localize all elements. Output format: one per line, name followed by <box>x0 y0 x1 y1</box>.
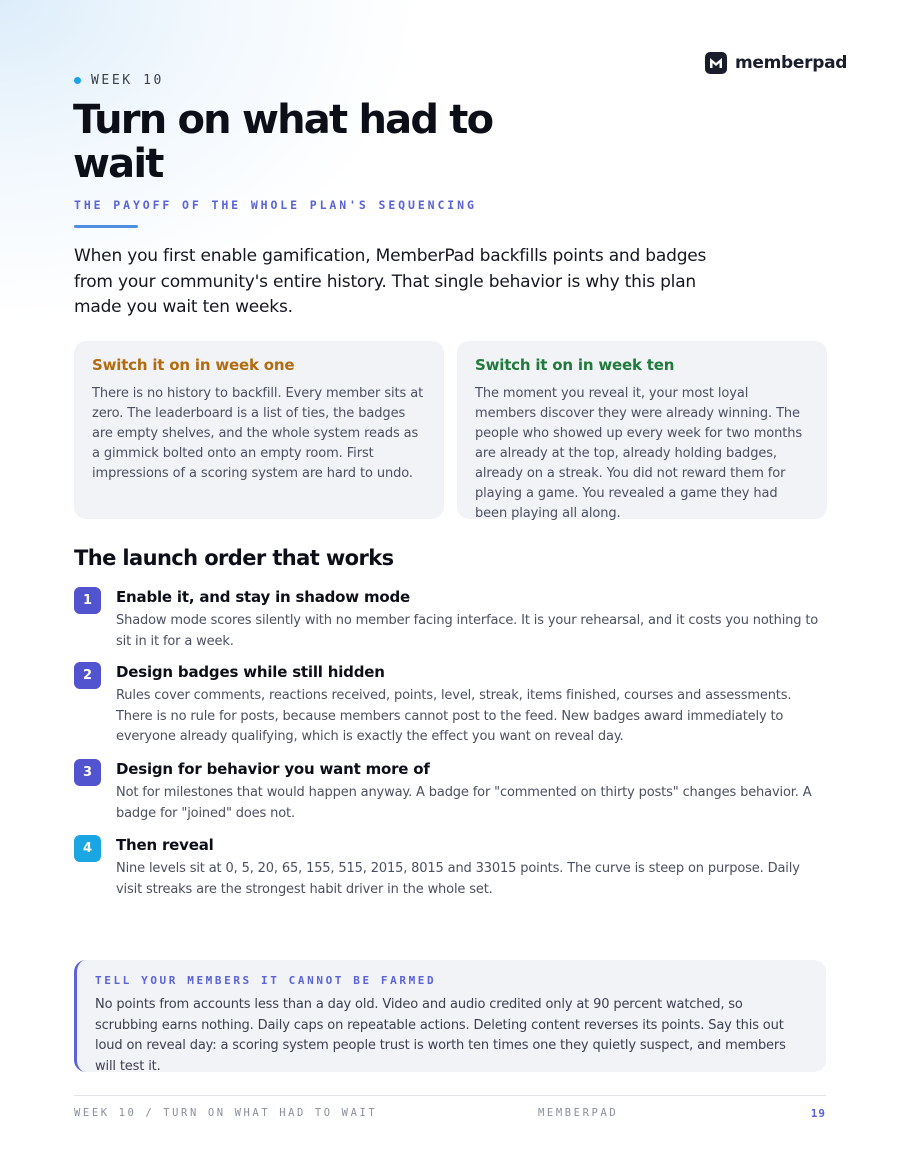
callout-body: No points from accounts less than a day old. Video and audio credited only at 90 percent watched, so scrubbing earns nothing. Daily caps on repeatable actions. Deleting content reverses its points. Say this out loud on reveal day: a scoring system people trust is worth ten times one they quietly suspect, and members will test it. <box>95 997 786 1074</box>
step-description: Not for milestones that would happen anyway. A badge for "commented on thirty posts" changes behavior. A badge for "joined" does not. <box>116 785 812 821</box>
step-title: Design badges while still hidden <box>116 663 385 681</box>
week-one-card-title: Switch it on in week one <box>92 356 295 374</box>
anti-farming-callout <box>74 960 826 1072</box>
week-ten-card-title: Switch it on in week ten <box>475 356 675 374</box>
page-subtitle: THE PAYOFF OF THE WHOLE PLAN'S SEQUENCING <box>74 198 477 212</box>
week-one-card <box>74 341 444 519</box>
step-number-badge: 2 <box>74 662 101 689</box>
step-number-badge: 1 <box>74 587 101 614</box>
memberpad-logo-icon <box>705 52 727 74</box>
step-description: Shadow mode scores silently with no member facing interface. It is your rehearsal, and it costs you nothing to sit in it for a week. <box>116 613 819 649</box>
step-title: Then reveal <box>116 836 214 854</box>
step-number-badge: 3 <box>74 759 101 786</box>
launch-order-title: The launch order that works <box>74 546 394 570</box>
step-title: Enable it, and stay in shadow mode <box>116 588 411 606</box>
step-number-badge: 4 <box>74 835 101 862</box>
footer-section-label: WEEK 10 / TURN ON WHAT HAD TO WAIT <box>74 1107 378 1119</box>
step-item <box>74 662 826 748</box>
brand-logo <box>705 52 847 74</box>
step-item <box>74 759 826 824</box>
page-footer <box>74 1107 826 1123</box>
page-title: Turn on what had to wait <box>73 97 493 187</box>
callout-label: TELL YOUR MEMBERS IT CANNOT BE FARMED <box>95 974 437 987</box>
step-description: Nine levels sit at 0, 5, 20, 65, 155, 515, 2015, 8015 and 33015 points. The curve is steep on purpose. Daily visit streaks are the strongest habit driver in the whole set. <box>116 861 800 897</box>
step-title: Design for behavior you want more of <box>116 760 430 778</box>
week-dot-icon <box>74 77 81 84</box>
step-item <box>74 835 826 900</box>
step-description: Rules cover comments, reactions received, points, level, streak, items finished, courses and assessments. There is no rule for posts, because members cannot post to the feed. New badges award immediately to everyone already qualifying, which is exactly the effect you want on reveal day. <box>116 688 792 744</box>
brand-name: memberpad <box>735 53 848 73</box>
step-item <box>74 587 826 652</box>
week-ten-card-body: The moment you reveal it, your most loyal members discover they were already winning. The people who showed up every week for two months are already at the top, already holding badges, already on a streak. You did not reward them for playing a game. You revealed a game they had been playing all along. <box>475 386 803 521</box>
footer-divider <box>74 1095 826 1096</box>
accent-divider <box>74 225 138 228</box>
page-number: 19 <box>810 1107 826 1120</box>
week-indicator <box>74 73 164 88</box>
footer-brand-label: MEMBERPAD <box>538 1107 619 1119</box>
week-one-card-body: There is no history to backfill. Every member sits at zero. The leaderboard is a list of ties, the badges are empty shelves, and the whole system reads as a gimmick bolted onto an empty room. First impressions of a scoring system are hard to undo. <box>92 386 424 481</box>
week-label: WEEK 10 <box>91 73 164 88</box>
week-ten-card <box>457 341 827 519</box>
intro-paragraph: When you first enable gamification, MemberPad backfills points and badges from your community's entire history. That single behavior is why this plan made you wait ten weeks. <box>74 246 707 317</box>
